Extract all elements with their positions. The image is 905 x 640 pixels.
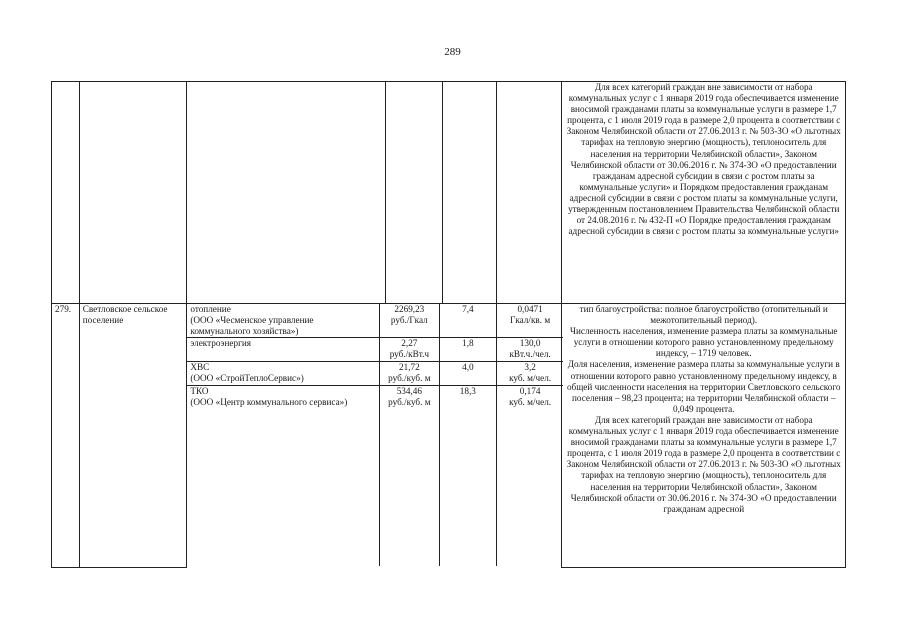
norm-unit: Гкал/кв. м (510, 315, 551, 326)
norm-unit: куб. м/чел. (509, 397, 552, 408)
service-name: ТКО (190, 386, 209, 397)
table-row-279 (52, 304, 846, 568)
norm-value: 3,2 (524, 362, 536, 373)
service-name: электроэнергия (190, 338, 251, 349)
norm-unit: куб. м/чел. (509, 373, 552, 384)
service-provider: (ООО «СтройТеплоСервис») (190, 373, 304, 384)
note-all: Для всех категорий граждан вне зависимости от набора коммунальных услуг с 1 января 2019 года обеспечивается изменение вносимой гражданами платы за коммунальные услуги в размере 1,7 процента, с 1 июля 2019 года в размере 2,0 процента в соответствии с Законом Челябинской области от 27.06.2013 г. № 503-ЗО «О льготных тарифах на тепловую энергию (мощность), теплоноситель для населения на территории Челябинской области», Законом Челябинской области от 30.06.2016 г. № 374-ЗО «О предоставлении гражданам адресной (566, 414, 841, 514)
tariff-unit: руб./Гкал (390, 315, 428, 326)
service-cell (187, 386, 379, 566)
cell-empty (52, 82, 80, 304)
note-population: Численность населения, изменение размера платы за коммунальные услуги в отношении которого равно установленному предельному индексу, – 1719 человек. (569, 326, 838, 359)
service-name: ХВС (190, 362, 210, 373)
service-row (187, 362, 563, 386)
cell-empty (79, 82, 187, 304)
tariff-cell (379, 338, 439, 362)
norm-cell (496, 386, 563, 566)
tariff-unit: руб./кВт.ч (389, 349, 429, 360)
tariff-unit: руб./куб. м (388, 373, 431, 384)
services-block (187, 304, 562, 568)
tariff-cell (379, 362, 439, 386)
norm-value: 0,0471 (517, 304, 543, 314)
service-row (187, 304, 563, 338)
norm-value: 130,0 (519, 338, 541, 349)
tariff-value: 2,27 (401, 338, 418, 349)
note-share: Доля населения, изменение размера платы за коммунальные услуги в отношении которого равно установленному предельному индексу, в общей численности населения на территории Светловского сельского поселения – 98,23 процента; на территории Челябинской области – 0,049 процента. (566, 359, 841, 414)
note-type: тип благоустройства: полное благоустройство (отопительный и межотопительный период). (579, 304, 828, 326)
cell-empty (187, 82, 385, 304)
norm-cell (496, 362, 563, 386)
cell-empty (497, 82, 562, 304)
cell-empty (443, 82, 497, 304)
note-cell: Для всех категорий граждан вне зависимости от набора коммунальных услуг с 1 января 2019 года обеспечивается изменение вносимой гражданами платы за коммунальные услуги в размере 1,7 процента, с 1 июля 2019 года в размере 2,0 процента в соответствии с Законом Челябинской области от 27.06.2013 г. № 503-ЗО «О льготных тарифах на тепловую энергию (мощность), теплоноситель для населения на территории Челябинской области», Законом Челябинской области от 30.06.2016 г. № 374-ЗО «О предоставлении гражданам адресной субсидии в связи с ростом платы за коммунальные услуги» и Порядком предоставления гражданам адресной субсидии в связи с ростом платы за коммунальные услуги, утвержденным постановлением Правительства Челябинской области от 24.08.2016 г. № 432-П «О Порядке предоставления гражданам адресной субсидии в связи с ростом платы за коммунальные услуги» (562, 82, 846, 304)
service-cell (187, 362, 379, 386)
norm-value: 0,174 (519, 386, 541, 397)
service-row (187, 386, 563, 566)
tariff-cell (379, 386, 439, 566)
service-cell (187, 304, 379, 338)
tariff-value: 2269,23 (394, 304, 425, 314)
norm-cell (496, 304, 563, 338)
services-table (187, 304, 563, 566)
row-number: 279. (52, 304, 80, 568)
service-row (187, 338, 563, 362)
growth-cell: 4,0 (439, 362, 496, 386)
tariff-value: 21,72 (399, 362, 420, 373)
service-provider: (ООО «Чесменское управление коммунального хозяйства») (190, 315, 314, 337)
tariff-value: 534,46 (396, 386, 422, 397)
growth-cell: 7,4 (439, 304, 496, 338)
page-number: 289 (444, 46, 461, 58)
growth-cell: 1,8 (439, 338, 496, 362)
growth-cell: 18,3 (439, 386, 496, 566)
service-cell (187, 338, 379, 362)
settlement-name: Светловское сельское поселение (79, 304, 187, 568)
tariff-table (51, 81, 846, 568)
note-cell (562, 304, 846, 568)
service-name: отопление (190, 304, 231, 314)
norm-unit: кВт.ч./чел. (509, 349, 551, 360)
cell-empty (385, 82, 443, 304)
table-row-continuation (52, 82, 846, 304)
tariff-cell (379, 304, 439, 338)
norm-cell (496, 338, 563, 362)
tariff-unit: руб./куб. м (388, 397, 431, 408)
service-provider: (ООО «Центр коммунального сервиса») (190, 397, 348, 408)
